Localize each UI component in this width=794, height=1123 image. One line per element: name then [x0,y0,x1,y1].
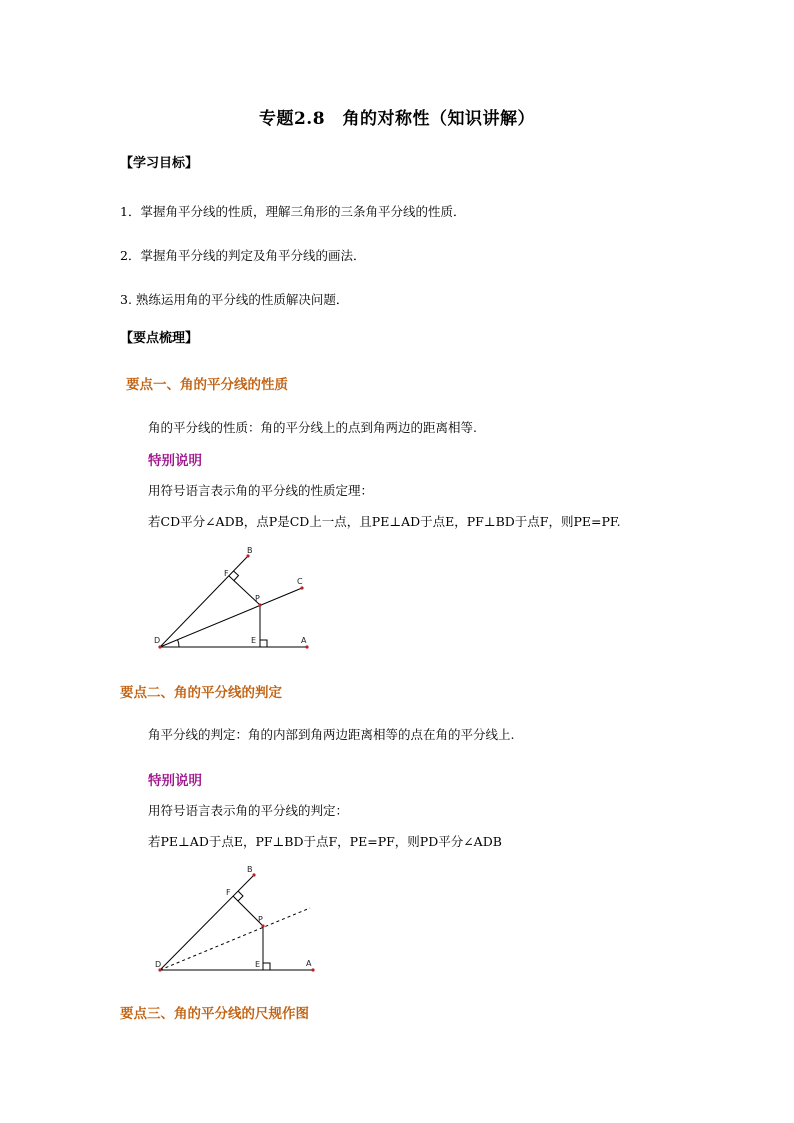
fig1-label-e: E [251,636,257,645]
fig1-label-c: C [297,577,303,586]
objectives-heading: 【学习目标】 [120,156,199,171]
fig2-label-f: F [226,888,231,897]
key-point-1-note-intro: 用符号语言表示角的平分线的性质定理： [148,483,374,498]
key-points-heading: 【要点梳理】 [120,331,199,346]
fig1-label-d: D [154,636,161,645]
objective-item-1: 1．掌握角平分线的性质，理解三角形的三条角平分线的性质． [120,204,466,219]
page-title: 专题2.8 角的对称性（知识讲解） [258,109,536,129]
fig1-label-p: P [255,594,260,603]
fig1-label-a: A [301,636,307,645]
fig2-dashed-bisector [160,908,310,970]
key-point-2-statement: 角平分线的判定：角的内部到角两边距离相等的点在角的平分线上. [148,727,515,742]
fig2-label-e: E [255,960,261,969]
objective-item-2: 2．掌握角平分线的判定及角平分线的画法． [120,248,366,263]
key-point-1-statement: 角的平分线的性质：角的平分线上的点到角两边的距离相等. [148,420,477,435]
fig2-label-d: D [155,960,162,969]
key-point-3-title: 要点三、角的平分线的尺规作图 [120,1006,309,1022]
fig2-label-b: B [247,865,253,874]
key-point-2-note-symbolic: 若PE⊥AD于点E，PF⊥BD于点F，PE=PF，则PD平分∠ADB [148,834,502,849]
fig2-right-angle-e [263,963,270,970]
fig2-label-p: P [258,915,263,924]
key-point-1-note-label: 特别说明 [148,453,202,469]
key-point-1-title: 要点一、角的平分线的性质 [126,377,288,393]
key-point-2-note-intro: 用符号语言表示角的平分线的判定： [148,803,349,818]
key-point-2-note-label: 特别说明 [148,773,202,789]
fig2-label-a: A [306,959,312,968]
objective-item-3: 3. 熟练运用角的平分线的性质解决问题． [120,292,349,307]
key-point-2-title: 要点二、角的平分线的判定 [120,685,282,701]
fig2-right-angle-f [238,891,243,901]
key-point-1-note-symbolic: 若CD平分∠ADB，点P是CD上一点，且PE⊥AD于点E，PF⊥BD于点F，则PE=PF. [148,514,621,529]
fig1-label-f: F [224,569,229,578]
fig1-label-b: B [247,546,253,555]
fig2-ray-db [160,875,254,970]
